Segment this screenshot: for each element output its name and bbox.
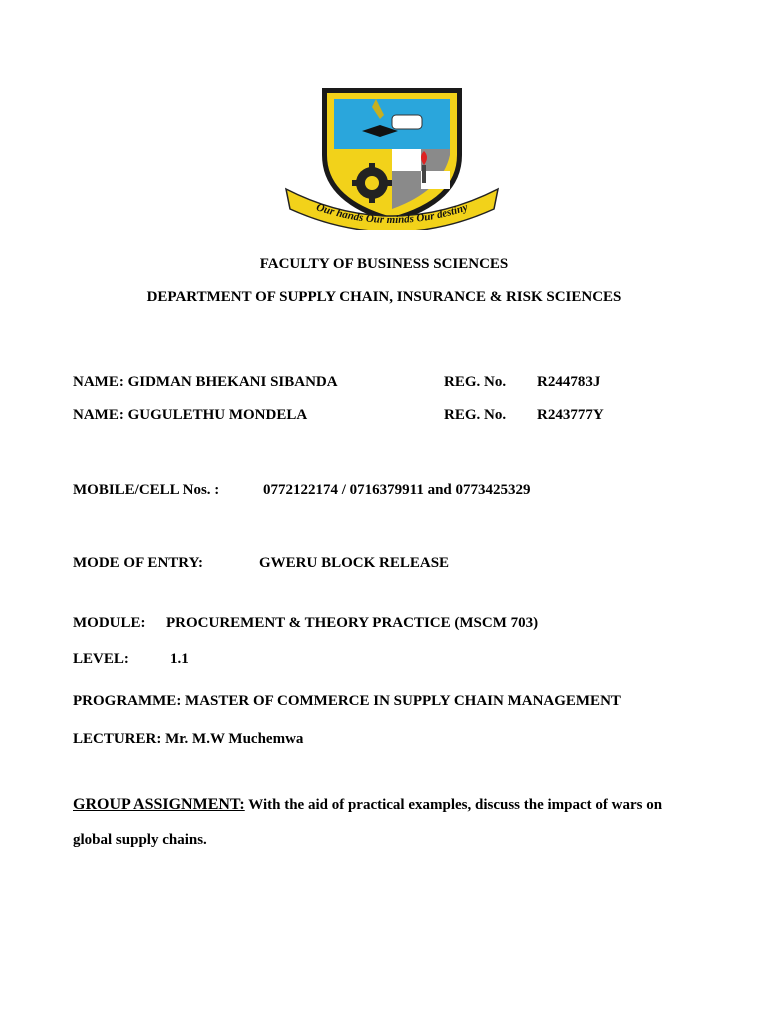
assignment-line-2: global supply chains. — [73, 832, 207, 848]
mode-label: MODE OF ENTRY: — [73, 555, 204, 571]
assignment-label: GROUP ASSIGNMENT: — [73, 796, 245, 813]
programme-text: PROGRAMME: MASTER OF COMMERCE IN SUPPLY CHAIN MANAGEMENT — [73, 693, 621, 709]
student-1-reg-value: R244783J — [537, 374, 601, 390]
module-label: MODULE: — [73, 615, 146, 631]
faculty-heading: FACULTY OF BUSINESS SCIENCES — [259, 256, 509, 272]
student-2-reg-value: R243777Y — [537, 407, 604, 423]
level-label: LEVEL: — [73, 651, 129, 667]
university-crest-logo — [284, 85, 501, 230]
module-value: PROCUREMENT & THEORY PRACTICE (MSCM 703) — [166, 615, 539, 631]
assignment-line-1 — [73, 796, 662, 814]
mobile-label: MOBILE/CELL Nos. : — [73, 482, 220, 498]
department-heading: DEPARTMENT OF SUPPLY CHAIN, INSURANCE & RISK SCIENCES — [146, 289, 622, 305]
student-1-name: NAME: GIDMAN BHEKANI SIBANDA — [73, 374, 338, 390]
student-1-reg-label: REG. No. — [444, 374, 507, 390]
crest-motto: Our hands Our minds Our destiny — [314, 201, 470, 227]
assignment-text: With the aid of practical examples, discuss the impact of wars on — [244, 797, 663, 813]
lecturer-text: LECTURER: Mr. M.W Muchemwa — [73, 731, 304, 747]
mobile-value: 0772122174 / 0716379911 and 0773425329 — [263, 482, 531, 498]
student-2-name: NAME: GUGULETHU MONDELA — [73, 407, 308, 423]
student-2-reg-label: REG. No. — [444, 407, 507, 423]
mode-value: GWERU BLOCK RELEASE — [259, 555, 450, 571]
level-value: 1.1 — [170, 651, 189, 667]
